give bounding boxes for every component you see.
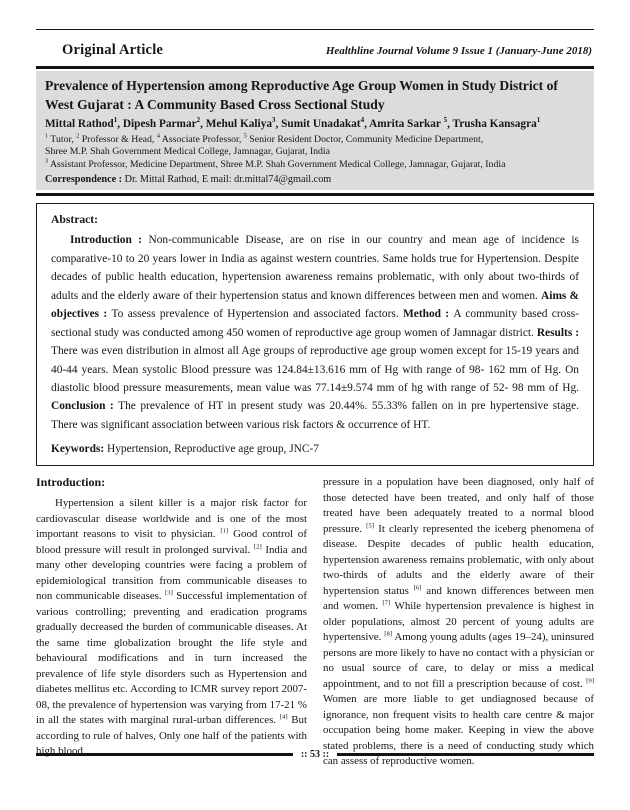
right-column xyxy=(323,475,594,769)
affiliation-line-3: $^3$ Assistant Professor, Medicine Department, Shree M.P. Shah Government Medical College, Jamnagar, Gujarat, India xyxy=(45,159,506,171)
keywords-label: Keywords: xyxy=(51,443,105,456)
abstract-text: Introduction : Non-communicable Disease, are on rise in our country and mean age of incidence is comparative-10 to 20 years lower in India as against western countries. Same holds true for Hypertension. Despite decades of public health education, hypertension awareness remains problematic, with only about two-thirds of adults and the elderly aware of their hypertension status and known differences between men and women. Aims & objectives : To assess prevalence of Hypertension and associated factors. Method : A community based cross-sectional study was conducted among 450 women of reproductive age group women of Jamnagar district. Results : There was even distribution in almost all Age groups of reproductive age group women except for 15-19 years and 40-44 years. Mean systolic Blood pressure was 124.84±13.616 mm of Hg with range of 98- 162 mm of Hg. On diastolic blood pressure measurements, mean value was 77.14±9.574 mm of hg with range of 52- 98 mm of Hg. Conclusion : The prevalence of HT in present study was 20.44%. 55.33% fallen on in pre hypertensive stage. There was significant association between various risk factors & occurrence of HT. xyxy=(51,234,579,431)
authors-line: Mittal Rathod$^1$, Dipesh Parmar$^2$, Mehul Kaliya$^3$, Sumit Unadakat$^4$, Amrita Sarkar $^5$, Trusha Kansagra$^1$ xyxy=(45,115,541,130)
title-divider xyxy=(36,193,594,196)
correspondence-label: Correspondence : xyxy=(45,174,123,186)
affiliation-line-1: $^1$ Tutor, $^2$ Professor & Head, $^4$ Associate Professor, $^5$ Senior Resident Doctor, Community Medicine Department, xyxy=(45,133,484,145)
paper-title: Prevalence of Hypertension among Reproductive Age Group Women in Study District of West Gujarat : A Community Based Cross Sectional Study xyxy=(45,78,558,112)
top-rule xyxy=(36,29,594,30)
affiliation-line-2: Shree M.P. Shah Government Medical College, Jamnagar, Gujarat, India xyxy=(45,146,331,158)
keywords-value: Hypertension, Reproductive age group, JNC-7 xyxy=(104,443,319,456)
footer-rule-right xyxy=(337,753,594,756)
introduction-paragraph-left: Hypertension a silent killer is a major risk factor for cardiovascular disease worldwide and is one of the most important reasons to visit to physician. [1] Good control of blood pressure will result in prolonged survival. [2] India and many other developing countries were facing a problem of epidemiological transition from communicable diseases to non communicable diseases. [3] Successful implementation of various controlling; preventing and eradication programs gradually decreased the burden of communicable diseases. At the same time globalization brought the life style and behavioural modifications and in turn increased the prevalence of life style disorders such as Hypertension and diabetes mellitus etc. According to ICMR survey report 2007-08, the prevalence of hypertension was varying from 17-21 % in all the states with marginal rural-urban differences. [4] But according to rule of halves, Only one half of the patients with high blood xyxy=(36,497,308,758)
correspondence-value: Dr. Mittal Rathod, E mail: dr.mittal74@gmail.com xyxy=(122,174,332,186)
article-type-label: Original Article xyxy=(62,42,164,58)
body-columns xyxy=(36,475,594,769)
introduction-paragraph-right: pressure in a population have been diagnosed, only half of those detected have been treated, and only half of those treated have been adequately treated to a normal blood pressure. [5] It clearly represented the iceberg phenomena of disease. Despite decades of public health education, hypertension awareness remains problematic, with only about two-thirds of adults and the elderly aware of their hypertension status [6] and known differences between men and women. [7] While hypertension prevalence is highest in older populations, almost 20 percent of young adults are hypertensive. [8] Among young adults (ages 19–24), uninsured persons are more likely to have no contact with a physician or no usual source of care, to delay or miss a medical appointment, and to not fill a prescription because of cost. [9] Women are more liable to get undiagnosed because of ignorance, non frequent visits to health care centre & major occupation being home maker. Keeping in view the above stated problems, there is a need of conducting study which can assess of reproductive women. xyxy=(323,476,595,768)
left-column xyxy=(36,475,307,769)
journal-info: Healthline Journal Volume 9 Issue 1 (January-June 2018) xyxy=(325,45,592,57)
abstract-box xyxy=(36,203,594,466)
abstract-heading: Abstract: xyxy=(51,213,99,227)
page-footer xyxy=(36,749,594,760)
keywords-line xyxy=(51,443,579,455)
header-divider xyxy=(36,66,594,69)
introduction-heading: Introduction: xyxy=(36,475,106,490)
title-block xyxy=(36,71,594,190)
page-header xyxy=(36,42,594,66)
page-number: :: 53 :: xyxy=(300,749,330,760)
footer-rule-left xyxy=(36,753,293,756)
correspondence-line xyxy=(45,174,585,185)
